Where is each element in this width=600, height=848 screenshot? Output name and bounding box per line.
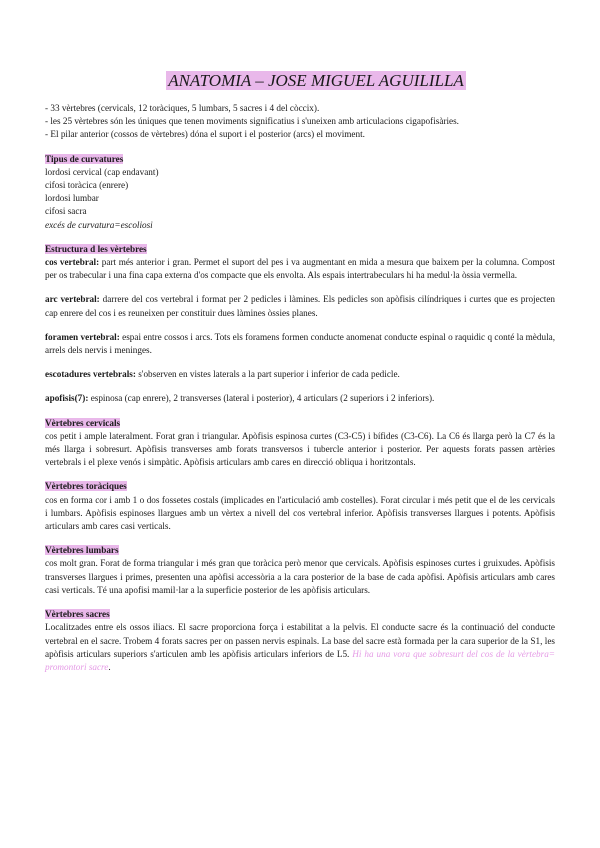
curvatures-section xyxy=(45,153,555,232)
paragraph: cos en forma cor i amb 1 o dos fossetes costals (implicades en l'articulació amb costelles). Forat circular i més petit que el de les cervicals i lumbars. Apòfisis espinoses llargues amb un vèrtex a nivell del cos vertebral inferior. Apòfisis transverses llargues i potents. Apòfisis articulars amb cares casi verticals. xyxy=(45,494,555,532)
list-item: lordosi cervical (cap endavant) xyxy=(45,166,159,177)
paragraph: Localitzades entre els ossos iliacs. El sacre proporciona força i estabilitat a la pelvis. El conducte sacre és la continuació del conducte vertebral en el sacre. Trobem 4 forats sacres per on passen nervis espinals. La base del sacre està formada per la cara superior de la S1, les apòfisis articulars superiors s'articulen amb les apòfisis articulars inferiors de L5. Hi ha una vora que sobresurt del cos de la vèrtebra= promontori sacre. xyxy=(45,622,555,672)
paragraph: cos petit i ample lateralment. Forat gran i triangular. Apòfisis espinosa curtes (C3-C5) i bífides (C3-C6). La C6 és llarga però la C7 és la més llarga i sobresurt. Apòfisis transverses amb forats transversos i tubercle anterior i posterior. Per aquests forats passen artèries vertebrals i el plexe venós i simpàtic. Apòfisis articulars amb cares en direcció obliqua i horitzontals. xyxy=(45,430,555,468)
intro-list xyxy=(45,102,555,142)
term: arc vertebral: xyxy=(45,294,100,305)
term: foramen vertebral: xyxy=(45,331,120,342)
section-heading: Vèrtebres lumbars xyxy=(45,545,119,556)
intro-line: - les 25 vèrtebres són les úniques que tenen moviments significatius i s'uneixen amb articulacions cigapofisàries. xyxy=(45,116,459,127)
paragraph-apofisis: apofisis(7): espinosa (cap enrere), 2 transverses (lateral i posterior), 4 articulars (2 superiors i 2 inferiors). xyxy=(45,393,435,404)
paragraph-foramen: foramen vertebral: espai entre cossos i arcs. Tots els foramens formen conducte anomenat conducte espinal o raquidic q conté la mèdula, arrels dels nervis i meninges. xyxy=(45,331,555,356)
term: cos vertebral: xyxy=(45,257,100,268)
paragraph-arc: arc vertebral: darrere del cos vertebral i format per 2 pedicles i làmines. Els pedicles son apòfisis cilíndriques i curtes que es projecten cap enrere del cos i es reuneixen per constituir dues làmines òssies planes. xyxy=(45,294,555,318)
paragraph-escotadures: escotadures vertebrals: s'observen en vistes laterals a la part superior i inferior de cada pedicle. xyxy=(45,369,400,380)
cervicals-section xyxy=(45,417,555,470)
toraciques-section xyxy=(45,480,555,533)
section-heading: Vèrtebres cervicals xyxy=(45,417,121,428)
list-item: cifosi sacra xyxy=(45,206,87,217)
highlight-text: Hi ha una vora que sobresurt del cos de la vèrtebra= promontori sacre xyxy=(45,648,555,672)
sacres-section xyxy=(45,608,555,674)
lumbars-section xyxy=(45,544,555,597)
structure-section xyxy=(45,243,555,406)
curvature-note: excés de curvatura=escoliosi xyxy=(45,219,153,230)
section-heading: Vèrtebres toràciques xyxy=(45,481,127,492)
intro-line: - 33 vèrtebres (cervicals, 12 toràciques, 5 lumbars, 5 sacres i 4 del còccix). xyxy=(45,103,320,113)
paragraph-cos: cos vertebral: part més anterior i gran. Permet el suport del pes i va augmentant en mida a mesura que baixem per la columna. Compost per os trabecular i una fina capa externa d'os compacte que els envolta. Als espais intertrabeculars hi ha medul·la òssia vermella. xyxy=(45,257,555,281)
term: apofisis(7): xyxy=(45,393,89,404)
intro-line: - El pilar anterior (cossos de vèrtebres) dóna el suport i el posterior (arcs) el moviment. xyxy=(45,129,365,140)
list-item: cifosi toràcica (enrere) xyxy=(45,180,129,191)
section-heading: Estructura d les vèrtebres xyxy=(45,243,147,254)
term: escotadures vertebrals: xyxy=(45,369,136,380)
paragraph: cos molt gran. Forat de forma triangular i més gran que toràcica però menor que cervicals. Apòfisis espinoses curtes i gruixudes. Apòfisis transverses llargues i primes, presenten una apòfisi accessòria a la cara posterior de la base de cada apòfisi. Apòfisis articulars amb cares casi verticals. Té una apofisi mamil·lar a la superficie posterior de les apòfisis articulars. xyxy=(45,558,555,595)
list-item: lordosi lumbar xyxy=(45,193,99,204)
section-heading: Vèrtebres sacres xyxy=(45,609,110,620)
section-heading: Tipus de curvatures xyxy=(45,153,124,164)
page-title: ANATOMIA – JOSE MIGUEL AGUILILLA xyxy=(168,71,464,90)
